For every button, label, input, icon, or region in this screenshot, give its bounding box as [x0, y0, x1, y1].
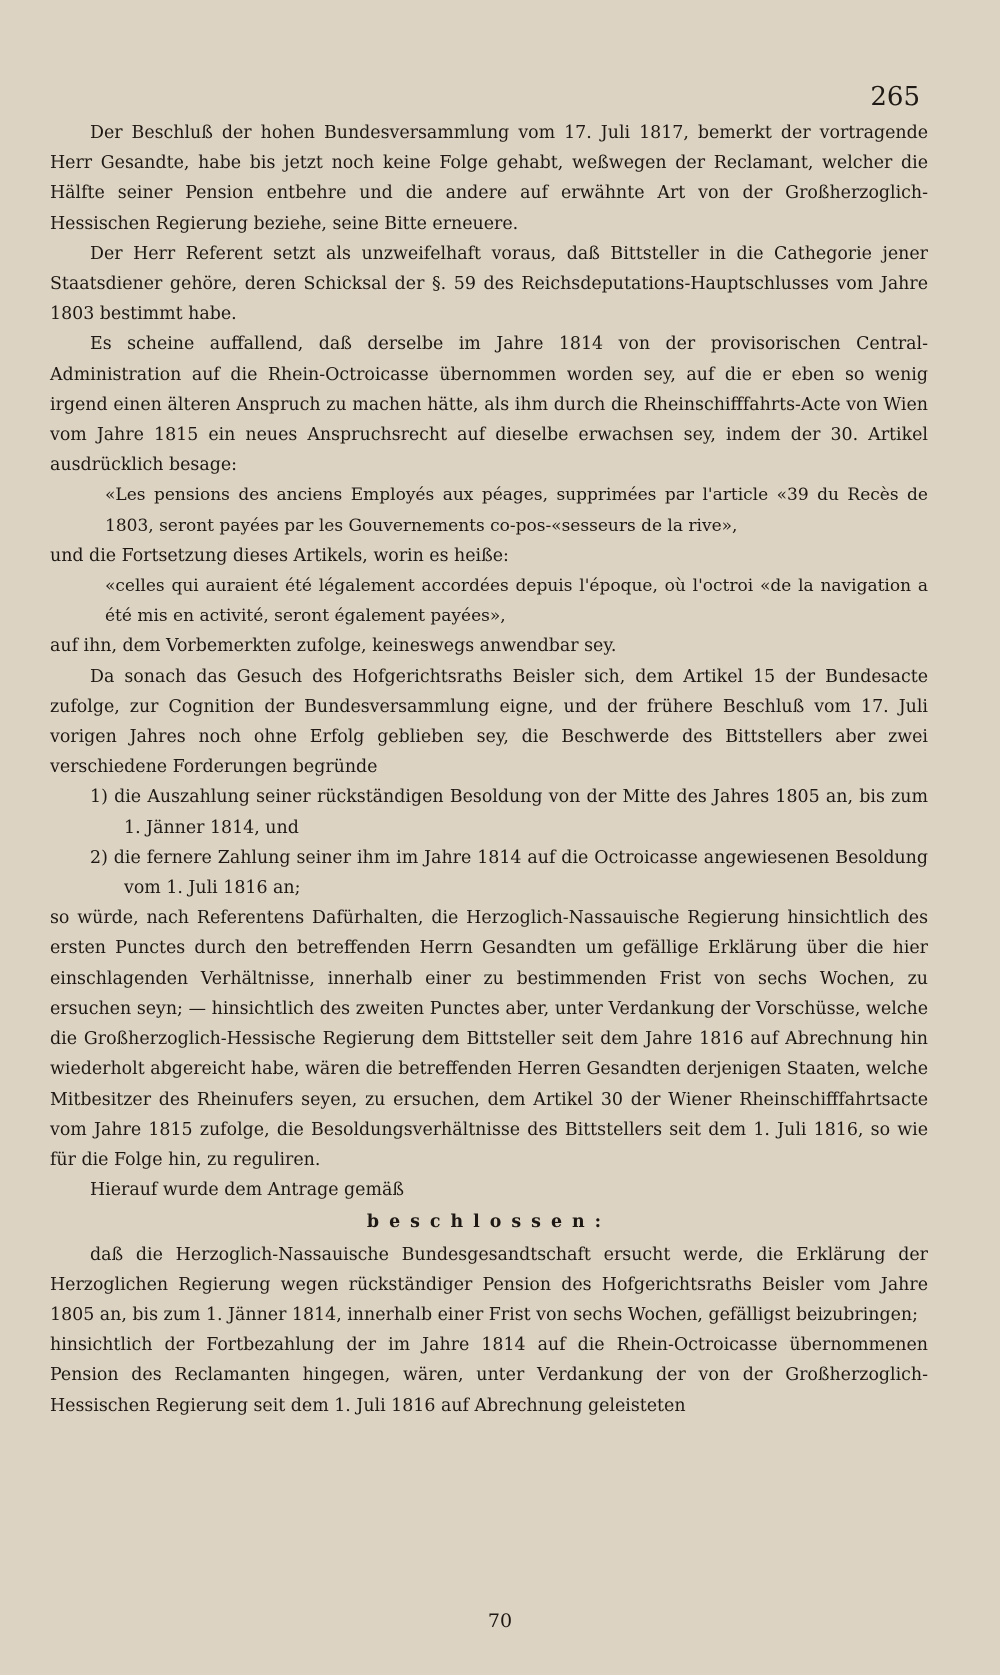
paragraph: Hierauf wurde dem Antrage gemäß: [90, 1180, 404, 1201]
paragraph: Der Beschluß der hohen Bundesversammlung vom 17. Juli 1817, bemerkt der vortragende Herr Gesandte, habe bis jetzt noch keine Folge gehabt, weßwegen der Reclamant, welcher die Hälfte seiner Pension entbehre und die andere auf erwähnte Art von der Großherzoglich-Hessischen Regierung beziehe, seine Bitte erneuere.: [50, 123, 928, 234]
paragraph: Es scheine auffallend, daß derselbe im Jahre 1814 von der provisorischen Central-Administration auf die Rhein-Octroicasse übernommen worden sey, auf die er eben so wenig irgend einen älteren Anspruch zu machen hätte, als ihm durch die Rheinschifffahrts-Acte von Wien vom Jahre 1815 ein neues Anspruchsrecht auf dieselbe erwachsen sey, indem der 30. Artikel ausdrücklich besage:: [50, 334, 928, 476]
french-quote: «Les pensions des anciens Employés aux péages, supprimées par l'article «39 du Recès de 1803, seront payées par les Gouvernements co-pos-«sesseurs de la rive»,: [105, 485, 928, 536]
footer-number: 70: [487, 1610, 513, 1632]
paragraph: auf ihn, dem Vorbemerkten zufolge, keineswegs anwendbar sey.: [50, 636, 617, 657]
resolution-heading: beschlossen:: [366, 1212, 612, 1233]
page-number: 265: [870, 82, 920, 112]
paragraph: und die Fortsetzung dieses Artikels, worin es heiße:: [50, 545, 509, 566]
paragraph: Da sonach das Gesuch des Hofgerichtsraths Beisler sich, dem Artikel 15 der Bundesacte zufolge, zur Cognition der Bundesversammlung eigne, und der frühere Beschluß vom 17. Juli vorigen Jahres noch ohne Erfolg geblieben sey, die Beschwerde des Bittstellers aber zwei verschiedene Forderungen begründe: [50, 666, 928, 778]
paragraph: Der Herr Referent setzt als unzweifelhaft voraus, daß Bittsteller in die Cathegorie jener Staatsdiener gehöre, deren Schicksal der §. 59 des Reichsdeputations-Hauptschlusses vom Jahre 1803 bestimmt habe.: [50, 243, 928, 325]
paragraph: daß die Herzoglich-Nassauische Bundesgesandtschaft ersucht werde, die Erklärung der Herzoglichen Regierung wegen rückständiger Pension des Hofgerichtsraths Beisler vom Jahre 1805 an, bis zum 1. Jänner 1814, innerhalb einer Frist von sechs Wochen, gefälligst beizubringen;: [50, 1244, 928, 1325]
paragraph: hinsichtlich der Fortbezahlung der im Jahre 1814 auf die Rhein-Octroicasse übernommenen Pension des Reclamanten hingegen, wären, unter Verdankung der von der Großherzoglich-Hessischen Regierung seit dem 1. Juli 1816 auf Abrechnung geleisteten: [50, 1335, 928, 1416]
list-item: 2) die fernere Zahlung seiner ihm im Jahre 1814 auf die Octroicasse angewiesenen Besoldung vom 1. Juli 1816 an;: [90, 847, 928, 899]
french-quote: «celles qui auraient été légalement accordées depuis l'époque, où l'octroi «de la navigation a été mis en activité, seront également payées»,: [105, 576, 928, 627]
body-text: [50, 118, 928, 1421]
list-item: 1) die Auszahlung seiner rückständigen Besoldung von der Mitte des Jahres 1805 an, bis zum 1. Jänner 1814, und: [90, 787, 928, 838]
paragraph: so würde, nach Referentens Dafürhalten, die Herzoglich-Nassauische Regierung hinsichtlich des ersten Punctes durch den betreffenden Herrn Gesandten um gefällige Erklärung über die hier einschlagenden Verhältnisse, innerhalb einer zu bestimmenden Frist von sechs Wochen, zu ersuchen seyn; — hinsichtlich des zweiten Punctes aber, unter Verdankung der Vorschüsse, welche die Großherzoglich-Hessische Regierung dem Bittsteller seit dem Jahre 1816 auf Abrechnung hin wiederholt abgereicht habe, wären die betreffenden Herren Gesandten derjenigen Staaten, welche Mitbesitzer des Rheinufers seyen, zu ersuchen, dem Artikel 30 der Wiener Rheinschifffahrtsacte vom Jahre 1815 zufolge, die Besoldungsverhältnisse des Bittstellers seit dem 1. Juli 1816, so wie für die Folge hin, zu reguliren.: [50, 908, 928, 1170]
